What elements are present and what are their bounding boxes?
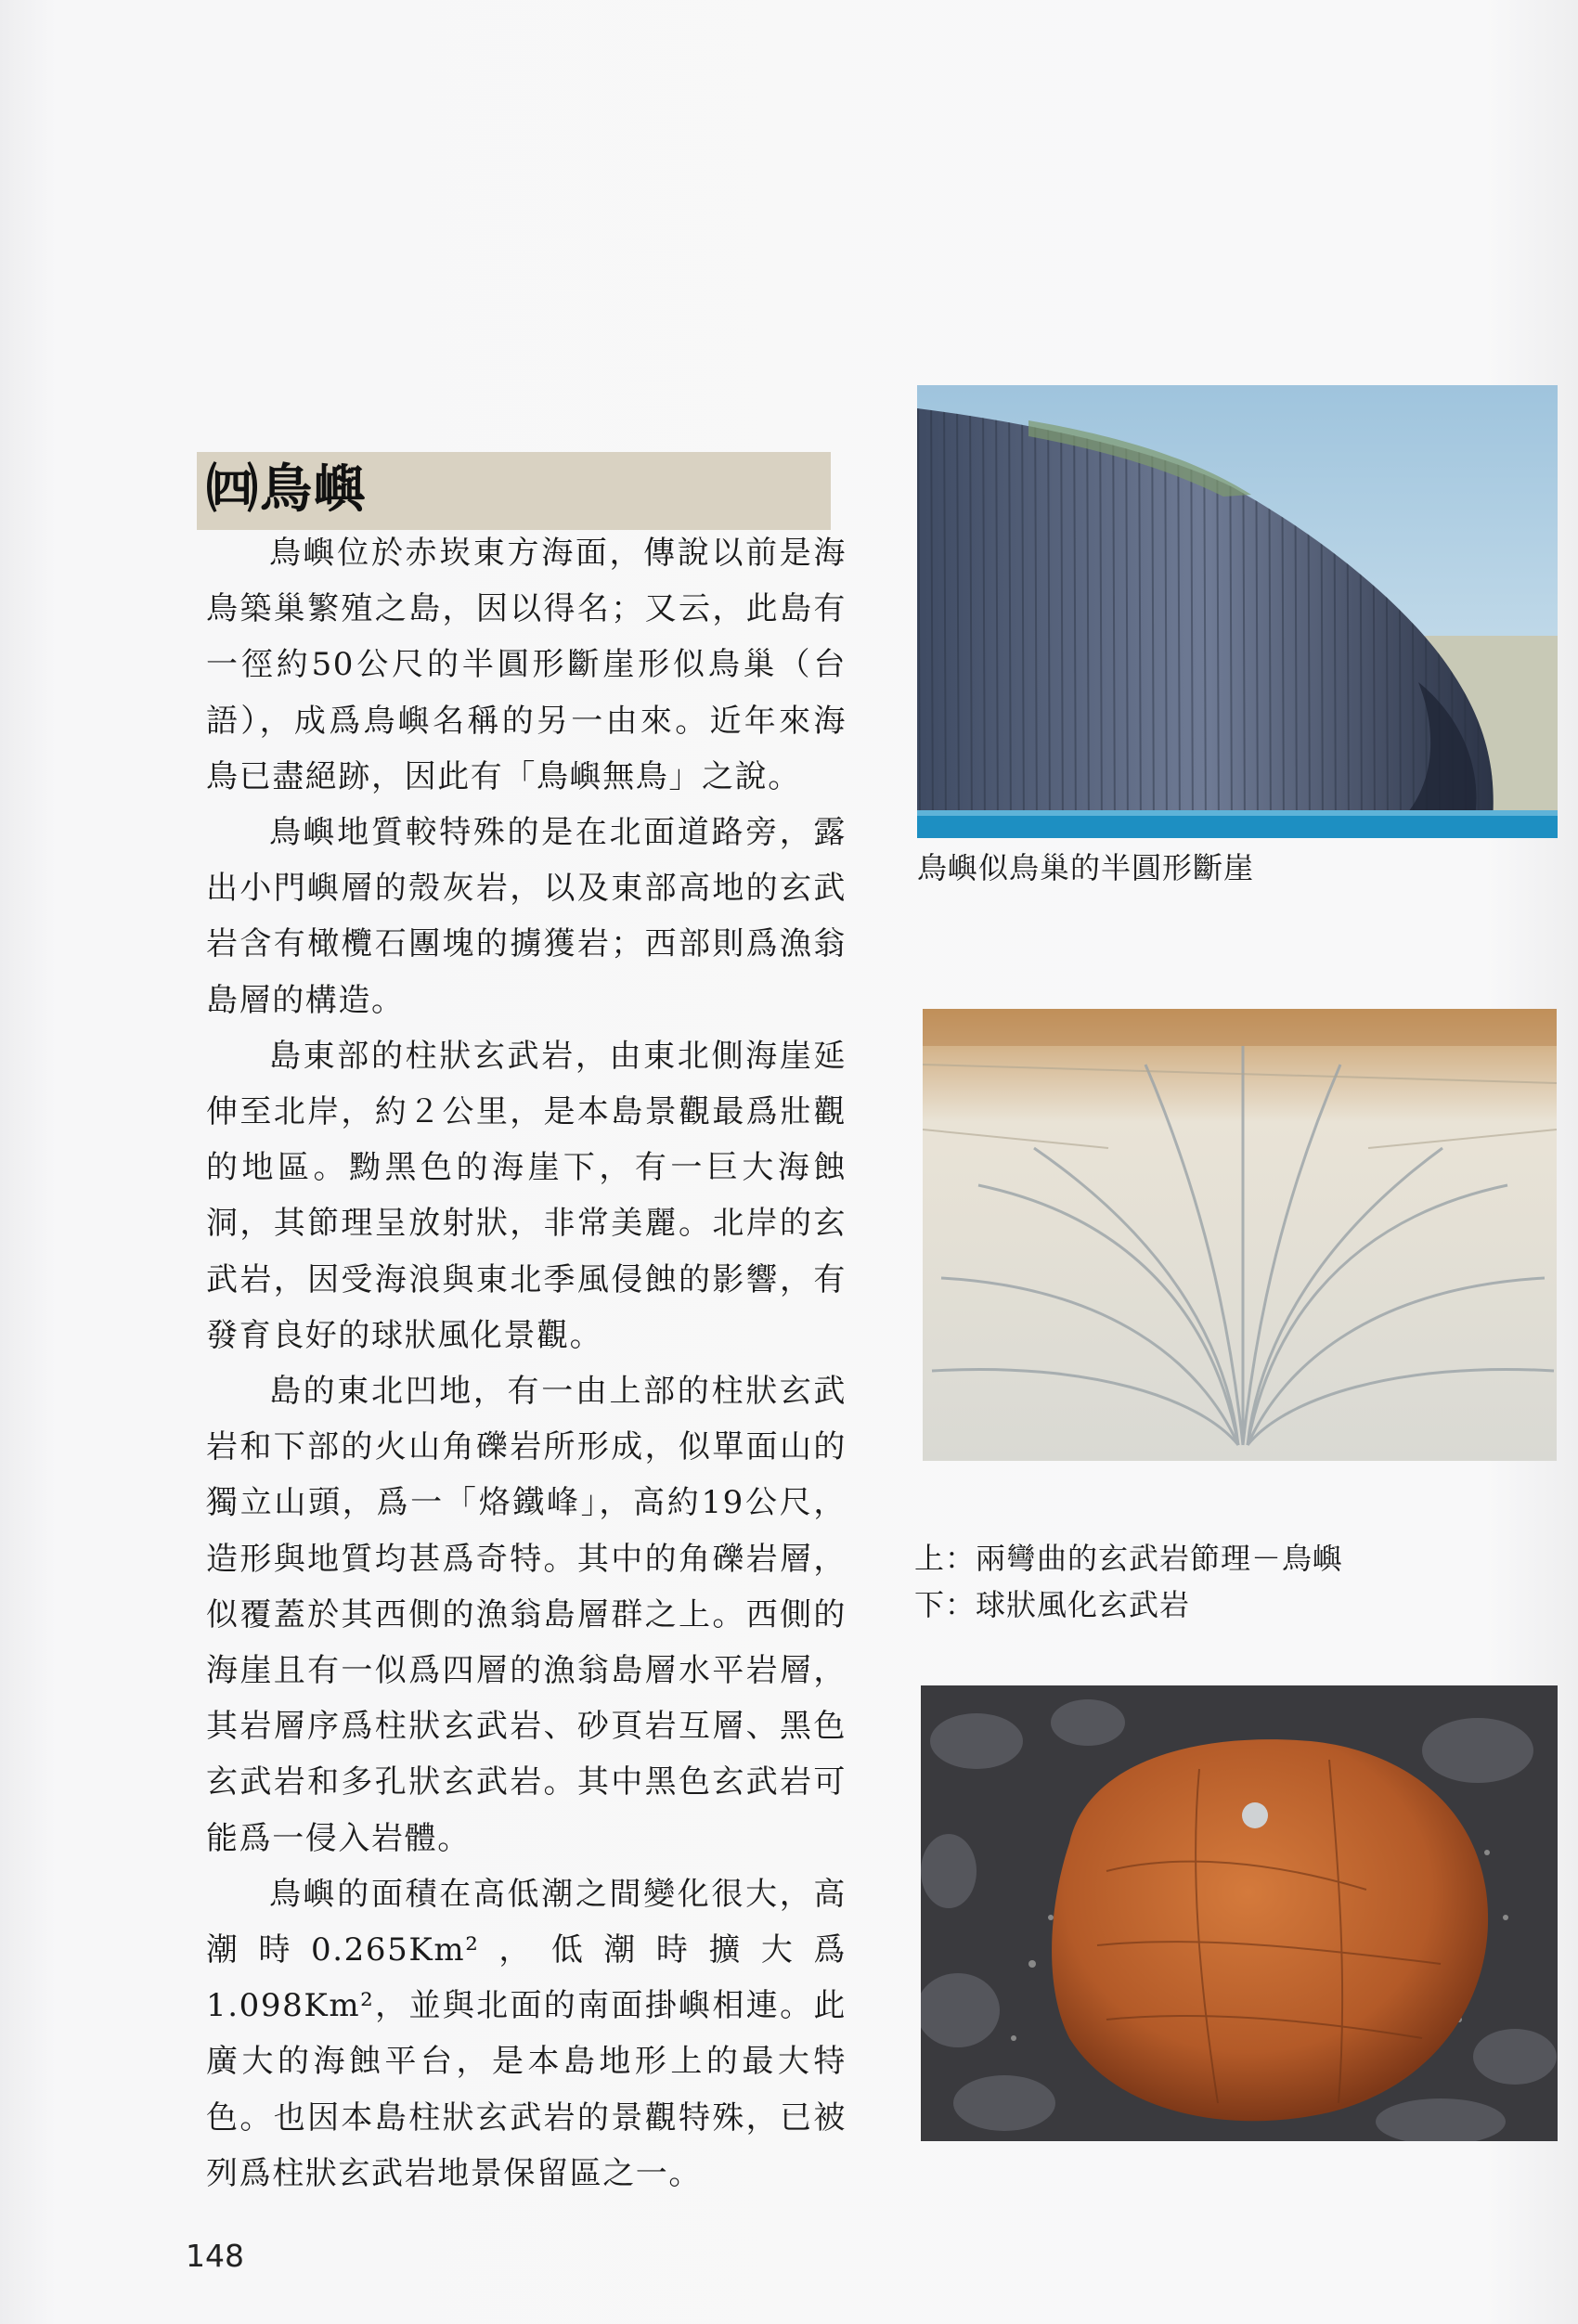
cliff-caption: 鳥嶼似鳥巢的半圓形斷崖	[917, 850, 1255, 885]
paragraph: 島東部的柱狀玄武岩，由東北側海崖延伸至北岸，約２公里，是本島景觀最爲壯觀的地區。黝黑色的海崖下，有一巨大海蝕洞，其節理呈放射狀，非常美麗。北岸的玄武岩，因受海浪與東北季風侵蝕的影響，有發育良好的球狀風化景觀。	[206, 1037, 847, 1354]
paragraph: 鳥嶼地質較特殊的是在北面道路旁，露出小門嶼層的殼灰岩，以及東部高地的玄武岩含有橄欖石團塊的擄獲岩；西部則爲漁翁島層的構造。	[206, 814, 847, 1019]
article-body	[206, 525, 847, 2201]
paragraph: 島的東北凹地，有一由上部的柱狀玄武岩和下部的火山角礫岩所形成，似單面山的獨立山頭，爲一「烙鐵峰」，高約19公尺，造形與地質均甚爲奇特。其中的角礫岩層，似覆蓋於其西側的漁翁島層群之上。西側的海崖且有一似爲四層的漁翁島層水平岩層，其岩層序爲柱狀玄武岩、砂頁岩互層、黑色玄武岩和多孔狀玄武岩。其中黑色玄武岩可能爲一侵入岩體。	[206, 1373, 847, 1857]
joint-caption-block	[914, 1535, 1343, 1628]
paragraph: 鳥嶼位於赤崁東方海面，傳說以前是海鳥築巢繁殖之島，因以得名；又云，此島有一徑約50公尺的半圓形斷崖形似鳥巢（台語），成爲鳥嶼名稱的另一由來。近年來海鳥已盡絕跡，因此有「鳥嶼無鳥」之說。	[206, 535, 847, 795]
page-number: 148	[186, 2238, 244, 2274]
lower-photo-caption: 下：球狀風化玄武岩	[914, 1587, 1191, 1622]
upper-photo-caption: 上：兩彎曲的玄武岩節理－鳥嶼	[914, 1541, 1344, 1576]
cliff-photo	[917, 385, 1558, 838]
boulder-photo	[921, 1685, 1558, 2141]
basalt-joint-photo	[923, 1009, 1557, 1461]
paragraph: 鳥嶼的面積在高低潮之間變化很大，高潮時0.265Km²，低潮時擴大爲1.098Km²，並與北面的南面掛嶼相連。此廣大的海蝕平台，是本島地形上的最大特色。也因本島柱狀玄武岩的景觀特殊，已被列爲柱狀玄武岩地景保留區之一。	[206, 1875, 847, 2192]
section-heading: ㈣鳥嶼	[206, 459, 368, 520]
